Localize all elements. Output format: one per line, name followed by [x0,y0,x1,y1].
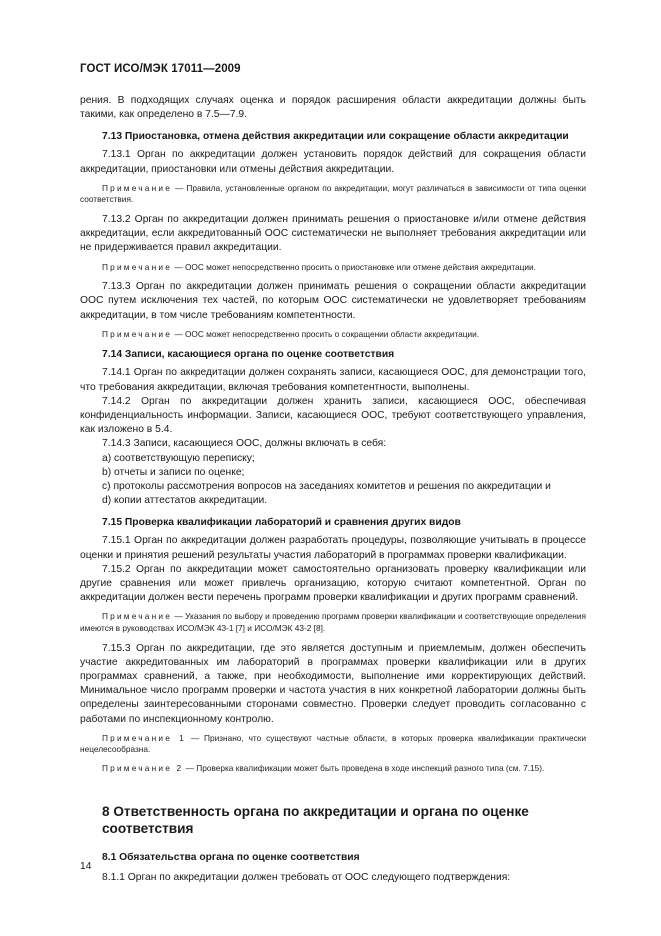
section-heading-7-13: 7.13 Приостановка, отмена действия аккредитации или сокращение области аккредитации [102,131,569,143]
note-4 [80,611,586,634]
paragraph-7-15-1: 7.15.1 Орган по аккредитации должен разработать процедуры, позволяющие учитывать в процессе оценки и принятия решений результаты участия лабораторий в программах проверки квалификации. [80,535,586,561]
note-label: Примечание 2 [102,763,184,774]
page-number: 14 [80,861,92,872]
list-item-d: d) копии аттестатов аккредитации. [102,495,268,507]
list-item-a: a) соответствующую переписку; [102,452,255,464]
list-item-c: c) протоколы рассмотрения вопросов на заседаниях комитетов и решения по аккредитации и [102,481,551,493]
note-5 [80,733,586,756]
paragraph-7-15-2: 7.15.2 Орган по аккредитации может самостоятельно организовать проверку квалификации или другие сравнения или может привлечь организацию, которую считают компетентной. Орган по аккредитации должен вести перечень программ проверки квалификации и других программ сравнений. [80,563,586,604]
chapter-heading-line-2: соответствия [102,820,194,836]
paragraph-continuation: рения. В подходящих случаях оценка и порядок расширения области аккредитации должны быть такими, как определено в 7.5—7.9. [80,95,586,121]
paragraph-7-13-1: 7.13.1 Орган по аккредитации должен установить порядок действий для сокращения области аккредитации, приостановки или отмены действия аккредитации. [80,149,586,175]
paragraph-8-1-1: 8.1.1 Орган по аккредитации должен требовать от ООС следующего подтверждения: [102,871,511,883]
section-heading-8-1: 8.1 Обязательства органа по оценке соответствия [102,851,360,863]
section-heading-7-15: 7.15 Проверка квалификации лабораторий и сравнения других видов [102,517,461,529]
note-label: Примечание [102,182,173,193]
paragraph-7-13-3: 7.13.3 Орган по аккредитации должен принимать решения о сокращении области аккредитации ООС путем исключения тех частей, по которым ООС систематически не удовлетворяет требованиям аккредитации, в том числе требованиям компетентности. [80,281,586,321]
section-heading-7-14: 7.14 Записи, касающиеся органа по оценке соответствия [102,349,395,361]
note-text: — ООС может непосредственно просить о сокращении области аккредитации. [172,328,480,339]
paragraph-7-15-3: 7.15.3 Орган по аккредитации, где это является доступным и приемлемым, должен обеспечить участие аккредитованных им лабораторий в программах проверки квалификации или в других программах сравнений, а также, при необходимости, выполнение ими корректирующих действий. Минимальное число программ проверки и частота участия в них конкретной лаборатории должны быть определены заинтересованными сторонами совместно. Проверки следует проводить согласованно с работами по инспекционному контролю. [80,642,586,725]
note-3 [80,329,586,341]
note-label: Примечание [102,328,173,339]
paragraph-7-14-1: 7.14.1 Орган по аккредитации должен сохранять записи, касающиеся ООС, для демонстрации того, что требования аккредитации, включая требования компетентности, выполнены. [80,367,586,393]
note-2 [80,262,586,274]
chapter-heading-line-1: 8 Ответственность органа по аккредитации и органа по оценке [102,803,529,819]
document-page [80,62,586,885]
note-label: Примечание [102,611,173,622]
note-label: Примечание 1 [102,732,186,743]
running-header: ГОСТ ИСО/МЭК 17011—2009 [80,63,241,75]
note-6 [80,763,586,775]
note-text: — Признано, что существуют частные области, в которых проверка квалификации практически нецелесообразна. [80,732,586,755]
note-text: — Проверка квалификации может быть проведена в ходе инспекций разного типа (см. 7.15). [183,763,545,774]
note-text: — Указания по выбору и проведению программ проверки квалификации и соответствующие определения имеются в руководствах ИСО/МЭК 43-1 [7] и ИСО/МЭК 43-2 [8]. [80,611,586,634]
paragraph-7-13-2: 7.13.2 Орган по аккредитации должен принимать решения о приостановке и/или отмене действия аккредитации, если аккредитованный ООС систематически не выполняет требования аккредитации или не придерживается правил аккредитации. [80,214,586,254]
note-text: — Правила, установленные органом по аккредитации, могут различаться в зависимости от типа оценки соответствия. [80,182,586,205]
note-label: Примечание [102,261,173,272]
note-1 [80,183,586,206]
paragraph-7-14-2: 7.14.2 Орган по аккредитации должен хранить записи, касающиеся ООС, обеспечивая конфиденциальность информации. Записи, касающиеся ООС, требуют соответствующего управления, как изложено в 5.4. [80,395,586,436]
chapter-heading-8 [102,803,586,837]
paragraph-7-14-3: 7.14.3 Записи, касающиеся ООС, должны включать в себя: [102,438,387,450]
note-text: — ООС может непосредственно просить о приостановке или отмене действия аккредитации. [172,261,536,272]
list-item-b: b) отчеты и записи по оценке; [102,466,245,478]
